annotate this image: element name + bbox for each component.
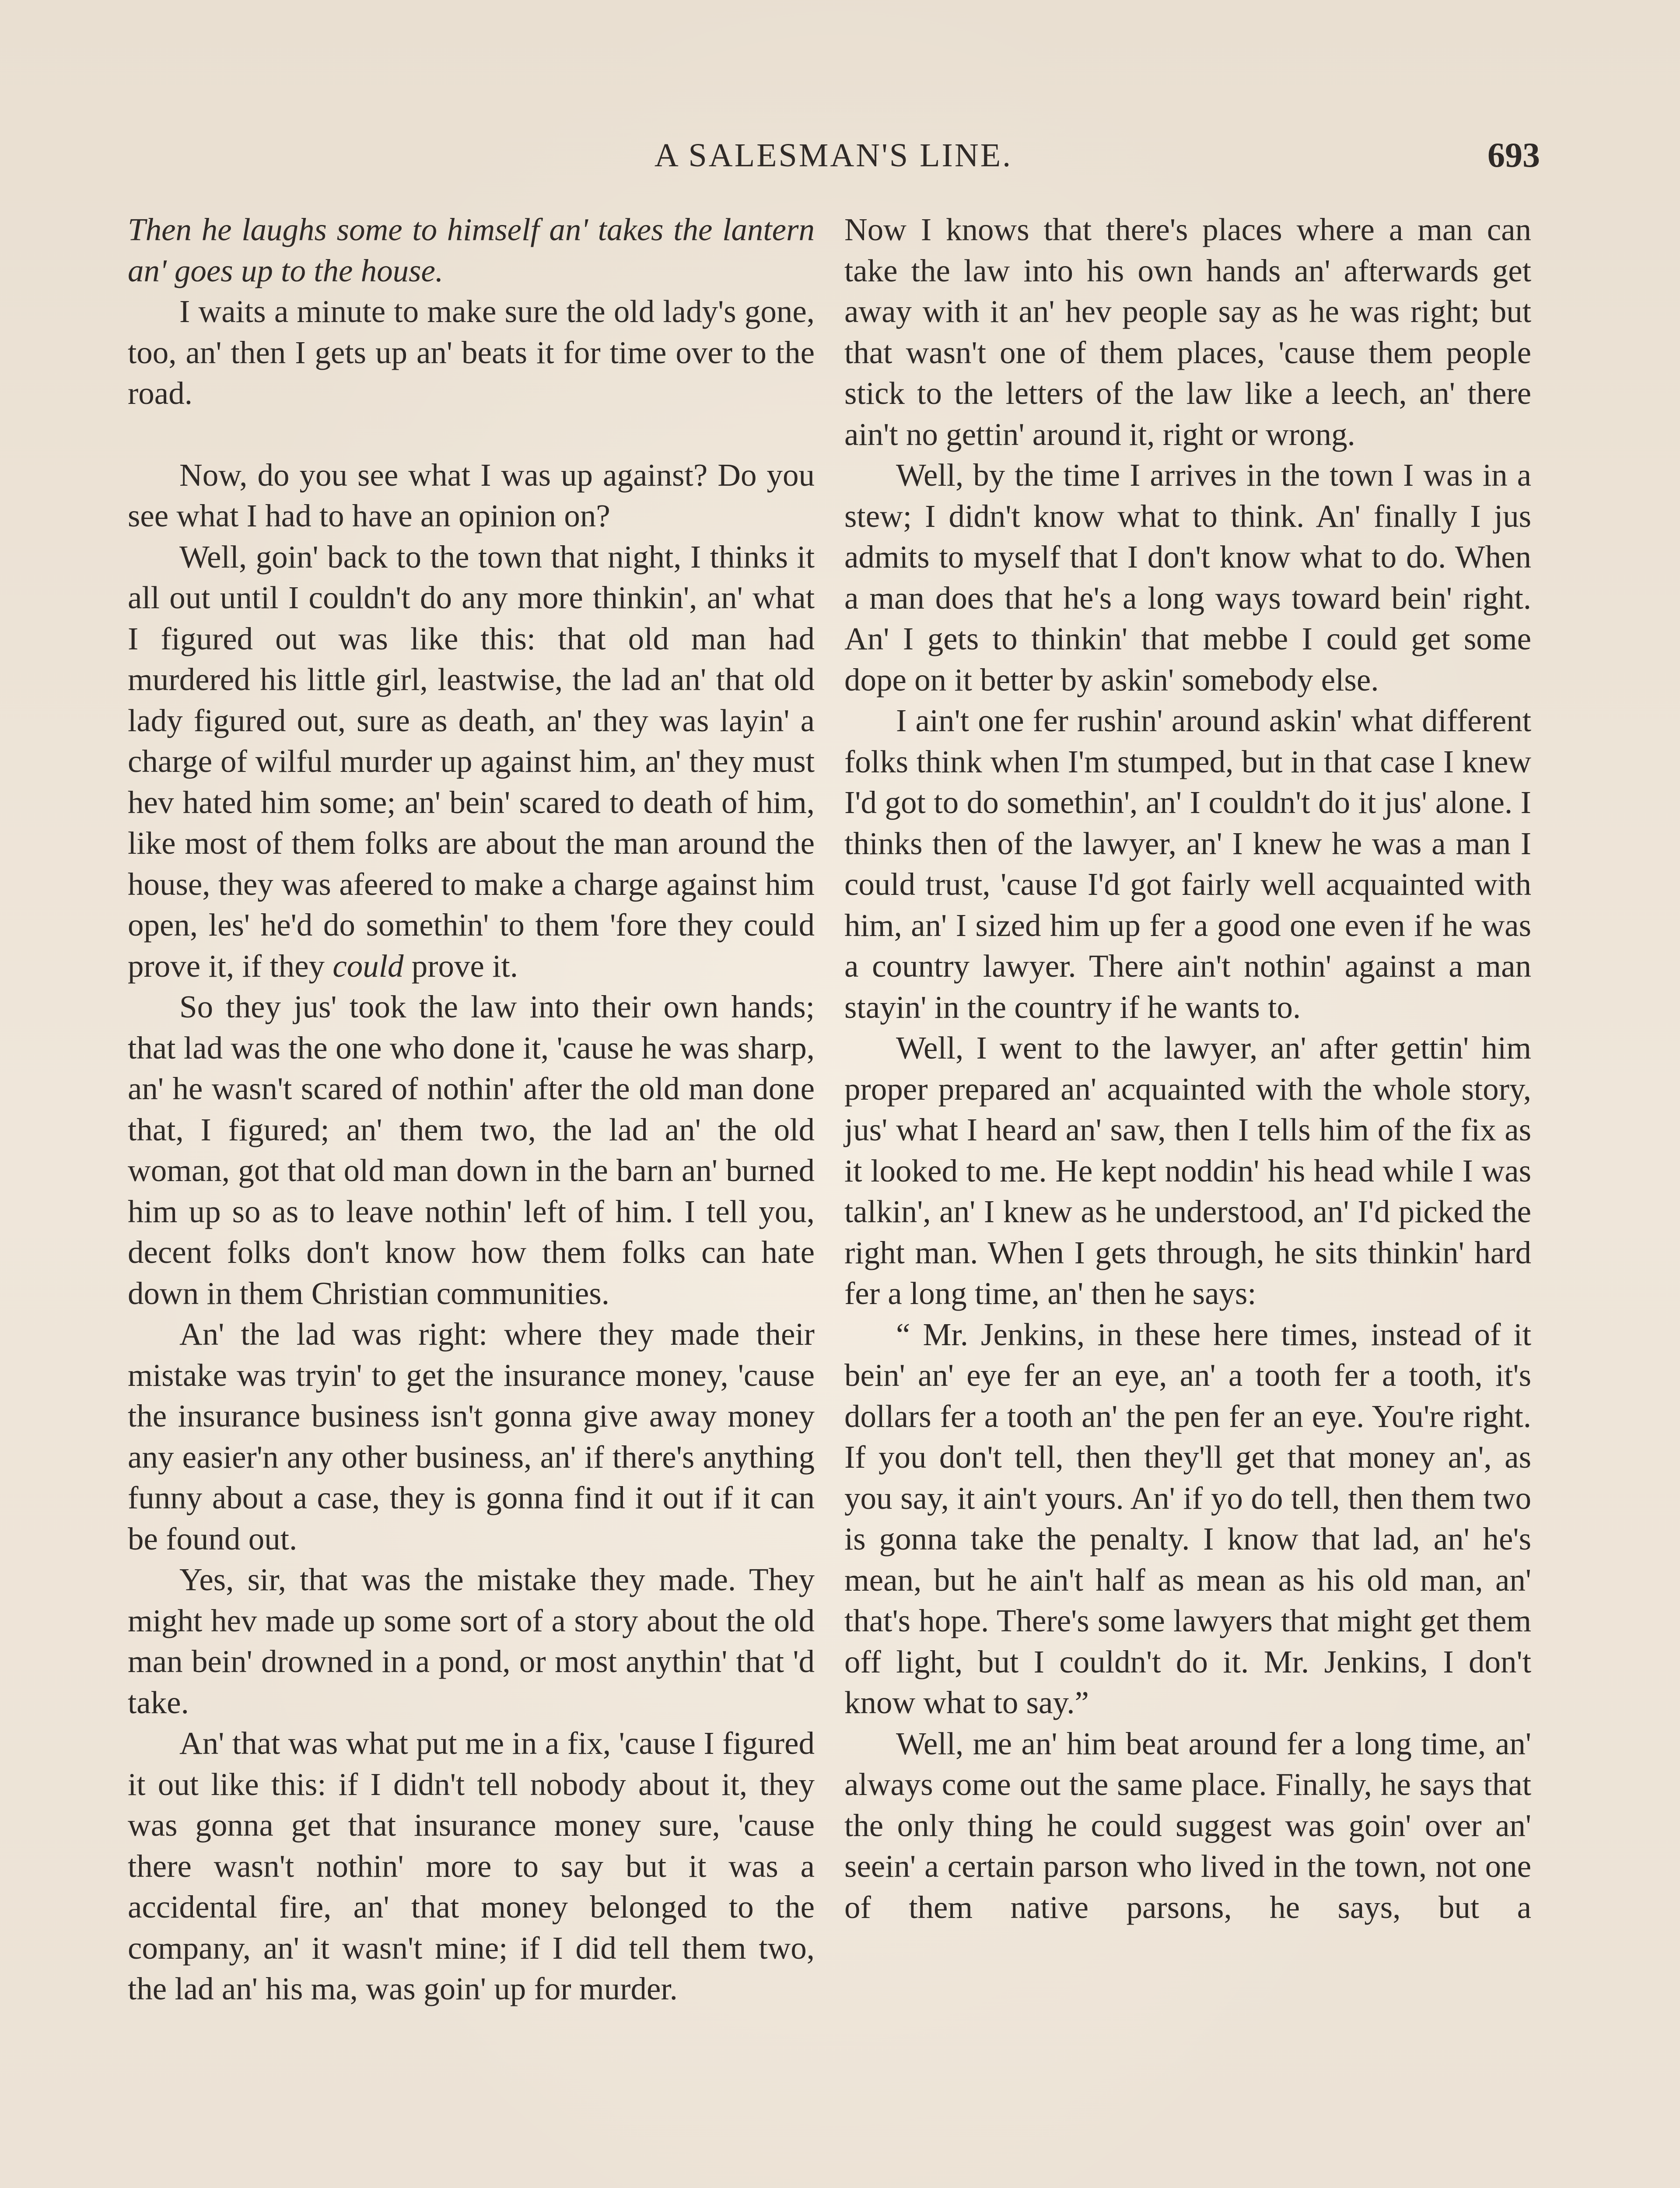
paragraph-continued: Now I knows that there's places where a man can take the law into his own hands an' afterwards get away with it an' hev people say as he was right; but that wasn't one of them places, 'cause them people stick to the letters of the law like a leech, an' there ain't no gettin' around it, right or wrong. [844, 212, 1531, 452]
paragraph: Well, goin' back to the town that night, I thinks it all out until I couldn't do any more thinkin', an' what I figured out was like this: that old man had murdered his little girl, leastwise, the lad an' that old lady figured out, sure as death, an' they was layin' a charge of wilful murder up against him, an' they must hev hated him some; an' bein' scared to death of him, like most of them folks are about the man around the house, they was afeered to make a charge against him open, les' he'd do somethin' to them 'fore they could prove it, if they could prove it. [128, 539, 815, 984]
page-header [127, 131, 1540, 179]
page-number: 693 [1488, 136, 1540, 175]
right-column [844, 209, 1531, 1928]
paragraph: “ Mr. Jenkins, in these here times, instead of it bein' an' eye fer an eye, an' a tooth fer a tooth, it's dollars fer a tooth an' the pen fer an eye. You're right. If you don't tell, then they'll get that money an', as you say, it ain't yours. An' if yo do tell, then them two is gonna take the penalty. I know that lad, an' he's mean, but he ain't half as mean as his old man, an' that's hope. There's some lawyers that might get them off light, but I couldn't do it. Mr. Jenkins, I don't know what to say.” [844, 1316, 1531, 1720]
left-column [128, 209, 815, 2009]
paragraph: An' that was what put me in a fix, 'cause I figured it out like this: if I didn't tell nobody about it, they was gonna get that insurance money sure, 'cause there wasn't nothin' more to say but it was a accidental fire, an' that money belonged to the company, an' it wasn't mine; if I did tell them two, the lad an' his ma, was goin' up for murder. [128, 1725, 815, 2006]
running-title: A SALESMAN'S LINE. [654, 137, 1013, 174]
paragraph: I ain't one fer rushin' around askin' what different folks think when I'm stumped, but in that case I knew I'd got to do somethin', an' I couldn't do it jus' alone. I thinks then of the lawyer, an' I knew he was a man I could trust, 'cause I'd got fairly well acquainted with him, an' I sized him up fer a good one even if he was a country lawyer. There ain't nothin' against a man stayin' in the country if he wants to. [844, 703, 1531, 1025]
paragraph: Well, I went to the lawyer, an' after gettin' him proper prepared an' acquainted with the whole story, jus' what I heard an' saw, then I tells him of the fix as it looked to me. He kept noddin' his head while I was talkin', an' I knew as he understood, an' I'd picked the right man. When I gets through, he sits thinkin' hard fer a long time, an' then he says: [844, 1030, 1531, 1311]
paragraph: Now, do you see what I was up against? Do you see what I had to have an opinion on? [128, 457, 815, 533]
paragraph: Yes, sir, that was the mistake they made. They might hev made up some sort of a story about the old man bein' drowned in a pond, or most anythin' that 'd take. [128, 1562, 815, 1720]
paragraph: Well, by the time I arrives in the town I was in a stew; I didn't know what to think. An' finally I jus admits to myself that I don't know what to do. When a man does that he's a long ways toward bein' right. An' I gets to thinkin' that mebbe I could get some dope on it better by askin' somebody else. [844, 457, 1531, 698]
paragraph: Well, me an' him beat around fer a long time, an' always come out the same place. Finally, he says that the only thing he could suggest was goin' over an' seein' a certain parson who lived in the town, not one of them native parsons, he says, but a [844, 1725, 1531, 1925]
paragraph: An' the lad was right: where they made their mistake was tryin' to get the insurance money, 'cause the insurance business isn't gonna give away money any easier'n any other business, an' if there's anything funny about a case, they is gonna find it out if it can be found out. [128, 1316, 815, 1557]
paragraph: So they jus' took the law into their own hands; that lad was the one who done it, 'cause he was sharp, an' he wasn't scared of nothin' after the old man done that, I figured; an' them two, the lad an' the old woman, got that old man down in the barn an' burned him up so as to leave nothin' left of him. I tell you, decent folks don't know how them folks can hate down in them Christian communities. [128, 989, 815, 1311]
paragraph: I waits a minute to make sure the old lady's gone, too, an' then I gets up an' beats it for time over to the road. [128, 294, 815, 411]
paragraph-continued: Then he laughs some to himself an' takes the lantern an' goes up to the house. [128, 212, 815, 288]
